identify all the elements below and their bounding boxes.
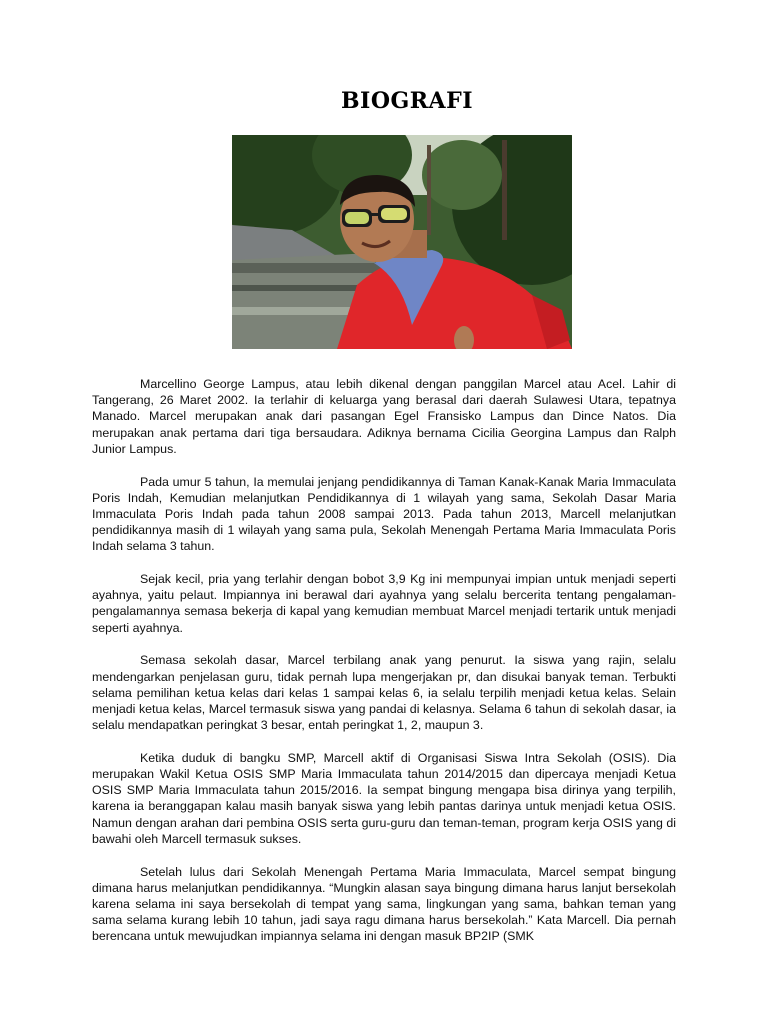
paragraph-text: Sejak kecil, pria yang terlahir dengan bobot 3,9 Kg ini mempunyai impian untuk menjadi seperti ayahnya, yaitu pelaut. Impiannya ini berawal dari ayahnya yang selalu bercerita tentang pengalaman-pengalamannya semasa bekerja di kapal yang kemudian membuat Marcel menjadi tertarik untuk menjadi seperti ayahnya. — [92, 572, 676, 635]
paragraph-intro — [92, 376, 676, 457]
page-title: BIOGRAFI — [340, 88, 474, 114]
paragraph-education — [92, 474, 676, 555]
paragraph-primary-school — [92, 652, 676, 733]
portrait-photo-icon — [232, 135, 572, 349]
biography-text — [92, 376, 676, 961]
paragraph-text: Semasa sekolah dasar, Marcel terbilang anak yang penurut. Ia siswa yang rajin, selalu mendengarkan penjelasan guru, tidak pernah lupa mengerjakan pr, dan disukai banyak teman. Terbukti selama pemilihan ketua kelas dari kelas 1 sampai kelas 6, ia selalu terpilih menjadi ketua kelas. Selain menjadi ketua kelas, Marcel termasuk siswa yang pandai di kelasnya. Selama 6 tahun di sekolah dasar, ia selalu mendapatkan peringkat 3 besar, entah peringkat 1, 2, maupun 3. — [92, 653, 676, 733]
paragraph-osis — [92, 750, 676, 847]
paragraph-text: , atau lebih dikenal dengan panggilan Marcel atau Acel. Lahir di Tangerang, 26 Maret 2002. Ia terlahir di keluarga yang berasal dari daerah Sulawesi Utara, tepatnya Manado. Marcel merupakan anak dari pasangan Egel Fransisko Lampus dan Dince Natos. Dia merupakan anak pertama dari tiga bersaudara. Adiknya bernama Cicilia Georgina Lampus dan Ralph Junior Lampus. — [92, 377, 676, 456]
paragraph-text: Ketika duduk di bangku SMP, Marcell aktif di Organisasi Siswa Intra Sekolah (OSIS). Dia merupakan Wakil Ketua OSIS SMP Maria Immaculata tahun 2014/2015 dan dipercaya menjadi Ketua OSIS SMP Maria Immaculata tahun 2015/2016. Ia sempat bingung mengapa bisa dirinya yang terpilih, karena ia beranggapan kalau masih banyak siswa yang lebih pantas darinya untuk menjadi ketua OSIS. Namun dengan arahan dari pembina OSIS serta guru-guru dan teman-teman, program kerja OSIS yang di bawahi oleh Marcell termasuk sukses. — [92, 750, 676, 846]
paragraph-after-smp — [92, 864, 676, 945]
subject-name: Marcellino George Lampus — [140, 377, 296, 391]
paragraph-text: Setelah lulus dari Sekolah Menengah Pertama Maria Immaculata, Marcel sempat bingung dimana harus melanjutkan pendidikannya. “Mungkin alasan saya bingung dimana harus lanjut bersekolah karena selama ini saya bersekolah di tempat yang sama, lingkungan yang sama, bahkan teman yang sama selama kurang lebih 10 tahun, jadi saya ragu dimana harus bersekolah.” Kata Marcell. Dia pernah berencana untuk mewujudkan impiannya selama ini dengan masuk BP2IP (SMK — [92, 864, 676, 944]
paragraph-text: Pada umur 5 tahun, Ia memulai jenjang pendidikannya di Taman Kanak-Kanak Maria Immaculata Poris Indah, Kemudian melanjutkan Pendidikannya di 1 wilayah yang sama, Sekolah Dasar Maria Immaculata Poris Indah pada tahun 2008 sampai 2013. Pada tahun 2013, Marcell melanjutkan pendidikannya masih di 1 wilayah yang sama pula, Sekolah Menengah Pertama Maria Immaculata Poris Indah selama 3 tahun. — [92, 474, 676, 554]
paragraph-dream — [92, 571, 676, 636]
